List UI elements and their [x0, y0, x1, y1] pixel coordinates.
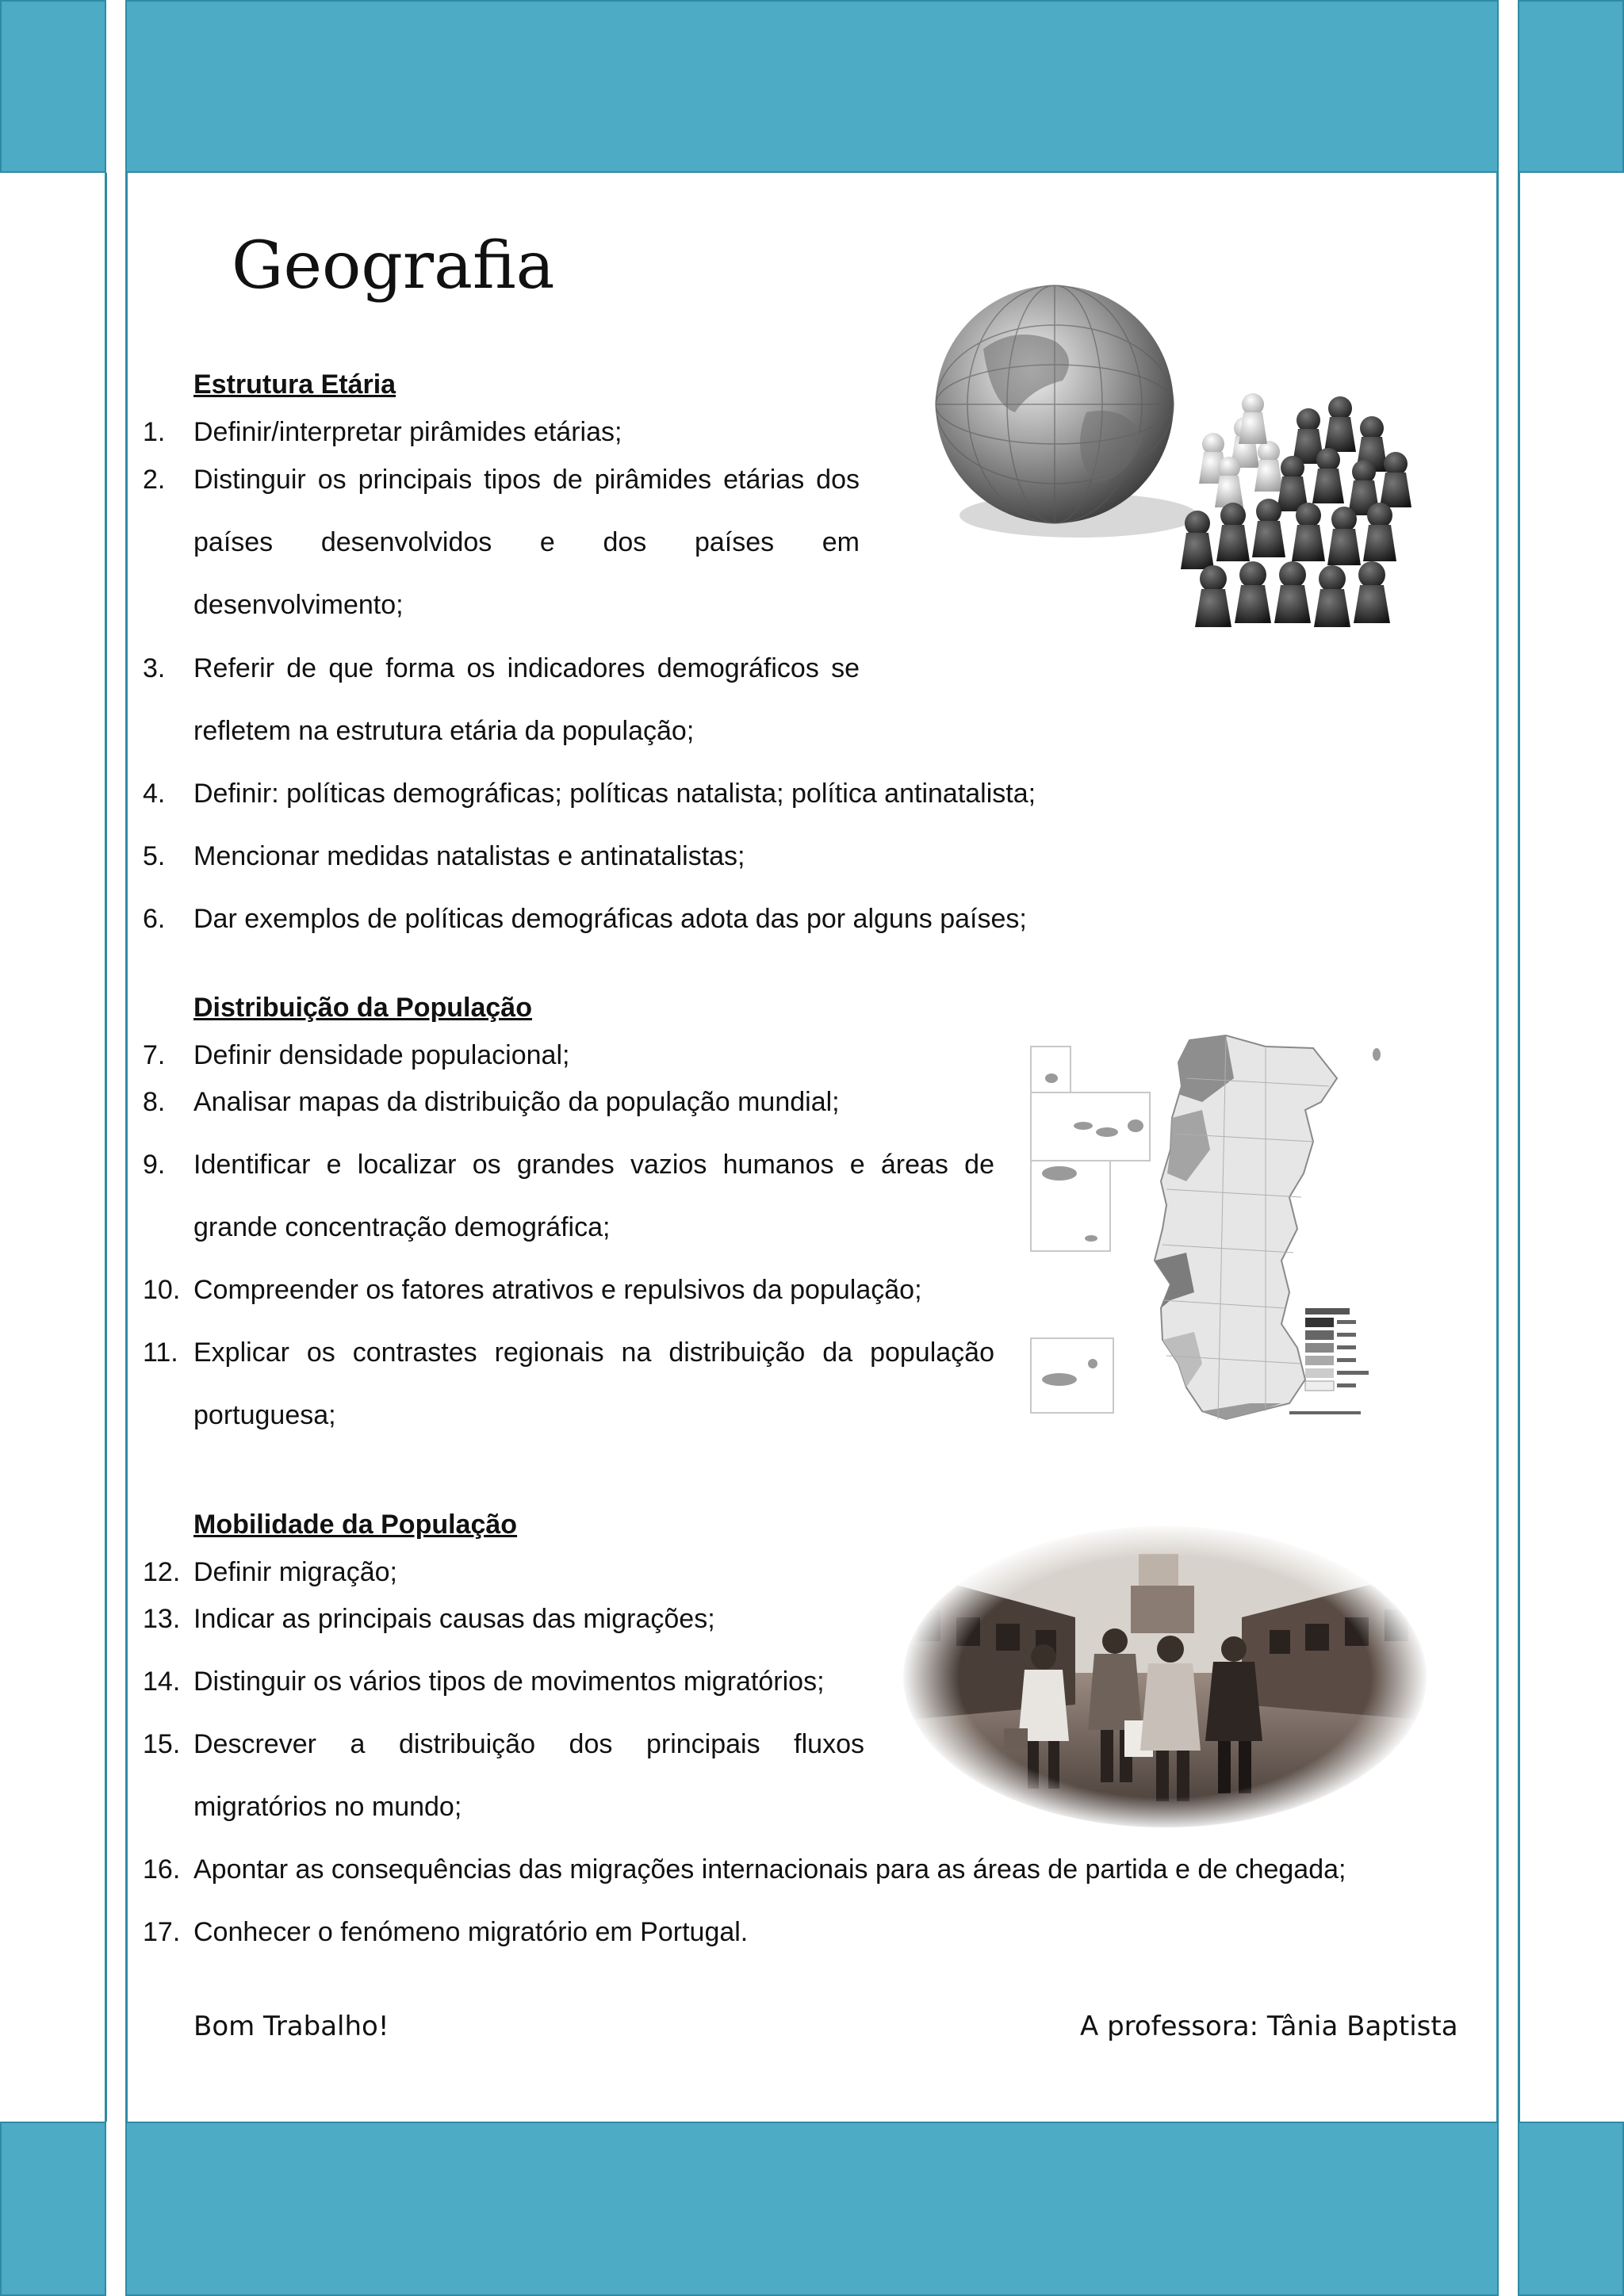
- bottom-band-left: [0, 2122, 106, 2296]
- item-number: 16.: [143, 1854, 181, 1885]
- item-number: 1.: [143, 417, 166, 447]
- item-text: Definir/interpretar pirâmides etárias;: [193, 417, 622, 447]
- item-text: Analisar mapas da distribuição da população mundial;: [193, 1087, 840, 1117]
- item-number: 2.: [143, 465, 166, 495]
- item-number: 11.: [143, 1337, 178, 1368]
- bottom-band-center: [125, 2122, 1499, 2296]
- item-number: 13.: [143, 1604, 181, 1634]
- item-number: 5.: [143, 841, 166, 871]
- item-text: Distinguir os principais tipos de pirâmides etárias dos países desenvolvidos e dos países em desenvolvimento;: [193, 465, 860, 620]
- item-number: 12.: [143, 1557, 181, 1587]
- item-number: 7.: [143, 1040, 166, 1070]
- left-divider: [105, 173, 107, 2122]
- item-text: Mencionar medidas natalistas e antinatalistas;: [193, 841, 745, 871]
- item-number: 3.: [143, 653, 166, 683]
- globe-with-pawns-image: [896, 262, 1419, 706]
- item-text: Definir: políticas demográficas; políticas natalista; política antinatalista;: [193, 779, 1036, 809]
- item-number: 6.: [143, 904, 166, 934]
- section-heading-mobilidade: Mobilidade da População: [193, 1510, 518, 1540]
- top-band-left: [0, 0, 106, 173]
- item-number: 14.: [143, 1667, 181, 1697]
- migrants-photo-image: [901, 1522, 1429, 1831]
- item-number: 8.: [143, 1087, 166, 1117]
- item-number: 15.: [143, 1729, 181, 1759]
- footer-teacher: A professora: Tânia Baptista: [1080, 2011, 1458, 2042]
- item-text: Conhecer o fenómeno migratório em Portugal.: [193, 1917, 749, 1947]
- item-text: Identificar e localizar os grandes vazios humanos e áreas de grande concentração demográfica;: [193, 1150, 994, 1242]
- item-text: Definir densidade populacional;: [193, 1040, 570, 1070]
- top-band-right: [1518, 0, 1624, 173]
- section-heading-distribuicao: Distribuição da População: [193, 993, 532, 1023]
- item-number: 4.: [143, 779, 166, 809]
- item-text: Compreender os fatores atrativos e repulsivos da população;: [193, 1275, 922, 1305]
- item-number: 9.: [143, 1150, 166, 1180]
- item-text: Distinguir os vários tipos de movimentos migratórios;: [193, 1667, 825, 1697]
- item-text: Referir de que forma os indicadores demográficos se refletem na estrutura etária da população;: [193, 653, 860, 746]
- top-band-center: [125, 0, 1499, 173]
- page-title: Geografia: [232, 228, 555, 304]
- right-divider: [1518, 173, 1520, 2122]
- item-text: Apontar as consequências das migrações internacionais para as áreas de partida e de chegada;: [193, 1854, 1346, 1885]
- item-text: Explicar os contrastes regionais na distribuição da população portuguesa;: [193, 1337, 994, 1430]
- bottom-band-right: [1518, 2122, 1624, 2296]
- section-heading-estrutura: Estrutura Etária: [193, 369, 396, 400]
- item-number: 10.: [143, 1275, 181, 1305]
- item-text: Descrever a distribuição dos principais fluxos migratórios no mundo;: [193, 1729, 864, 1822]
- footer-greeting: Bom Trabalho!: [193, 2011, 389, 2042]
- item-text: Indicar as principais causas das migrações;: [193, 1604, 715, 1634]
- item-number: 17.: [143, 1917, 181, 1947]
- item-text: Dar exemplos de políticas demográficas adota das por alguns países;: [193, 904, 1027, 934]
- item-text: Definir migração;: [193, 1557, 397, 1587]
- portugal-population-map-image: [1028, 1031, 1392, 1435]
